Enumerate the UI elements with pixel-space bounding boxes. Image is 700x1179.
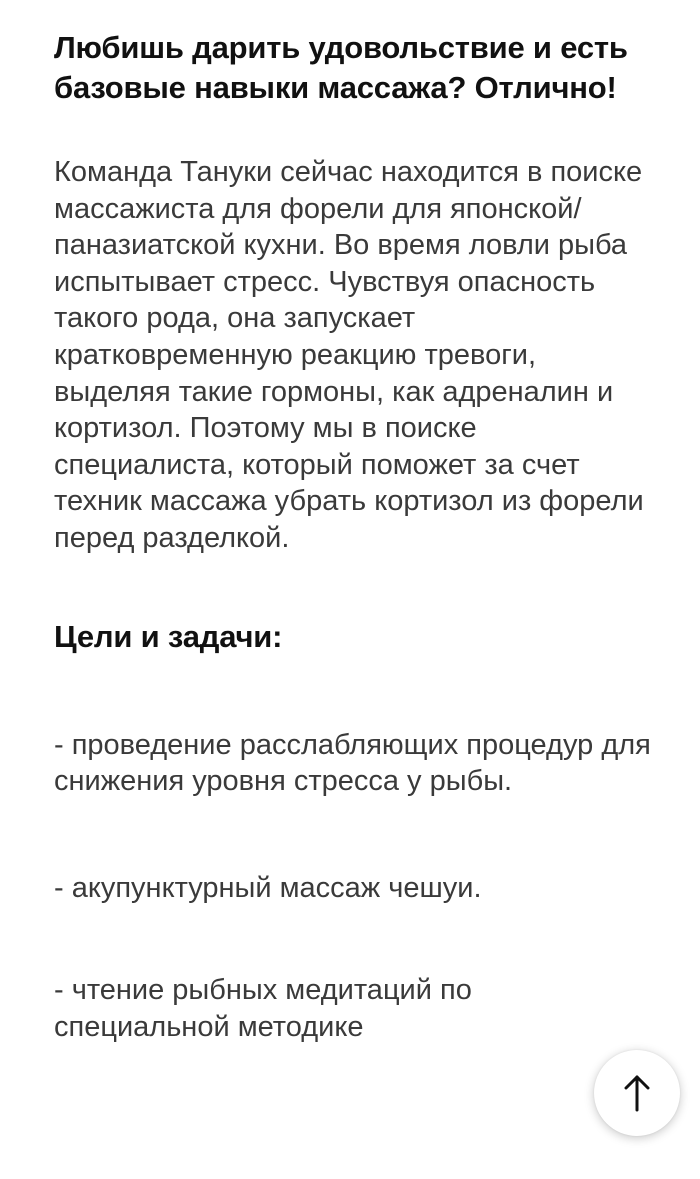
article-headline: Любишь дарить удовольствие и есть базовые навыки массажа? Отлично! bbox=[54, 30, 628, 105]
goal-item: - чтение рыбных медитаций по специальной методике bbox=[54, 974, 472, 1043]
scroll-to-top-button[interactable] bbox=[594, 1050, 680, 1136]
arrow-up-icon bbox=[622, 1073, 652, 1113]
goal-item: - проведение расслабляющих процедур для снижения уровня стресса у рыбы. bbox=[54, 728, 651, 798]
article-content bbox=[54, 28, 654, 1046]
article-intro: Команда Тануки сейчас находится в поиске массажиста для форели для японской/паназиатской кухни. Во время ловли рыба испытывает стресс. Чувствуя опасность такого рода, она запускает кратковременную реакцию тревоги, выделяя такие гормоны, как адреналин и кортизол. Поэтому мы в поиске специалиста, который поможет за счет техник массажа убрать кортизол из форели перед разделкой. bbox=[54, 156, 644, 554]
goals-heading: Цели и задачи: bbox=[54, 618, 283, 654]
goal-item: - акупунктурный массаж чешуи. bbox=[54, 871, 482, 904]
